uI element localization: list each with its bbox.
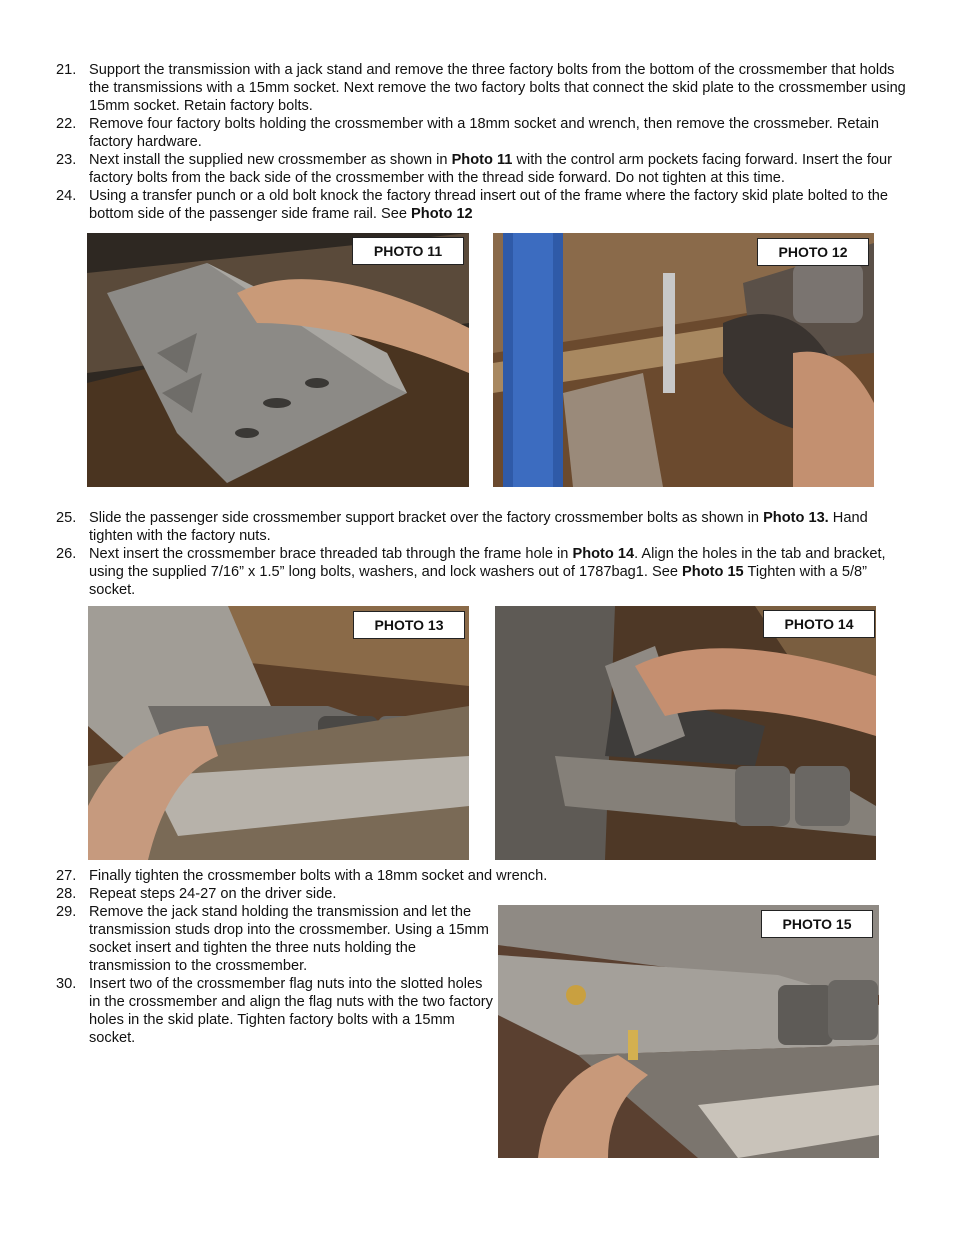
- step-text: [89, 151, 906, 187]
- step-text-run: Next insert the crossmember brace threaded tab through the frame hole in: [89, 546, 573, 562]
- step-text-run: Insert two of the crossmember flag nuts into the slotted holes in the crossmember and align the flag nuts with the two factory holes in the skid plate. Tighten factory bolts with a 15mm socket.: [89, 976, 493, 1046]
- step-text-run: with the control arm pockets facing forward. Insert the four factory bolts from the back side of the crossmember with the thread side forward. Do not tighten at this time.: [89, 152, 893, 186]
- step-number: 28.: [56, 886, 77, 902]
- step-text-bold: Photo 14: [572, 546, 635, 562]
- step-text-bold: Photo 15: [682, 564, 744, 580]
- step-number: 26.: [56, 546, 77, 562]
- step-text: [89, 545, 906, 599]
- step-text-bold: Photo 11: [451, 152, 513, 168]
- step-text-run: Support the transmission with a jack stand and remove the three factory bolts from the bottom of the crossmember that holds the transmissions with a 15mm socket. Next remove the two factory bolts that connect the skid plate to the crossmember using 15mm socket. Retain factory bolts.: [89, 62, 906, 114]
- photo-12-image: [493, 233, 874, 487]
- step-29: [56, 903, 496, 975]
- step-text-bold: Photo 12: [411, 206, 473, 222]
- photo-13-image: [88, 606, 469, 860]
- step-26: [56, 545, 906, 599]
- step-text-run: Hand tighten with the factory nuts.: [89, 510, 868, 544]
- photo-15-image: [498, 905, 879, 1158]
- step-text-run: Remove four factory bolts holding the crossmember with a 18mm socket and wrench, then remove the crossmeber. Retain factory hardware.: [89, 116, 880, 150]
- step-number: 25.: [56, 510, 77, 526]
- step-number: 22.: [56, 116, 77, 132]
- photo-11-image: [87, 233, 469, 487]
- step-22: [56, 115, 906, 151]
- photo-11-label: PHOTO 11: [352, 237, 464, 265]
- step-text-run: Next install the supplied new crossmember as shown in: [89, 152, 452, 168]
- photo-14-label: PHOTO 14: [763, 610, 875, 638]
- step-text: [89, 903, 496, 975]
- photo-12-label: PHOTO 12: [757, 238, 869, 266]
- step-number: 21.: [56, 62, 77, 78]
- step-text: [89, 885, 906, 903]
- photo-13-label: PHOTO 13: [353, 611, 465, 639]
- step-24: [56, 187, 906, 223]
- step-25: [56, 509, 906, 545]
- photo-14-image: [495, 606, 876, 860]
- step-text: [89, 975, 496, 1047]
- step-text-run: Slide the passenger side crossmember support bracket over the factory crossmember bolts as shown in: [89, 510, 764, 526]
- step-28: [56, 885, 906, 903]
- step-text-run: Using a transfer punch or a old bolt knock the factory thread insert out of the frame where the factory skid plate bolted to the bottom side of the passenger side frame rail. See: [89, 188, 889, 222]
- step-number: 27.: [56, 868, 77, 884]
- step-number: 24.: [56, 188, 77, 204]
- photo-15-label: PHOTO 15: [761, 910, 873, 938]
- step-text-run: Repeat steps 24-27 on the driver side.: [89, 886, 337, 902]
- step-text: [89, 509, 906, 545]
- step-text: [89, 867, 906, 885]
- step-text: [89, 187, 906, 223]
- step-27: [56, 867, 906, 885]
- step-number: 23.: [56, 152, 77, 168]
- step-23: [56, 151, 906, 187]
- step-text-run: Remove the jack stand holding the transmission and let the transmission studs drop into the crossmember. Using a 15mm socket insert and tighten the three nuts holding the transmission to the crossmember.: [89, 904, 489, 974]
- step-text-run: Tighten with a 5/8” socket.: [89, 564, 867, 598]
- step-text-bold: Photo 13.: [763, 510, 829, 526]
- step-number: 30.: [56, 976, 77, 992]
- step-number: 29.: [56, 904, 77, 920]
- step-21: [56, 61, 906, 115]
- step-text: [89, 61, 906, 115]
- step-text-run: . Align the holes in the tab and bracket, using the supplied 7/16” x 1.5” long bolts, washers, and lock washers out of 1787bag1. See: [89, 546, 886, 580]
- step-text-run: Finally tighten the crossmember bolts with a 18mm socket and wrench.: [89, 868, 548, 884]
- step-text: [89, 115, 906, 151]
- step-30: [56, 975, 496, 1047]
